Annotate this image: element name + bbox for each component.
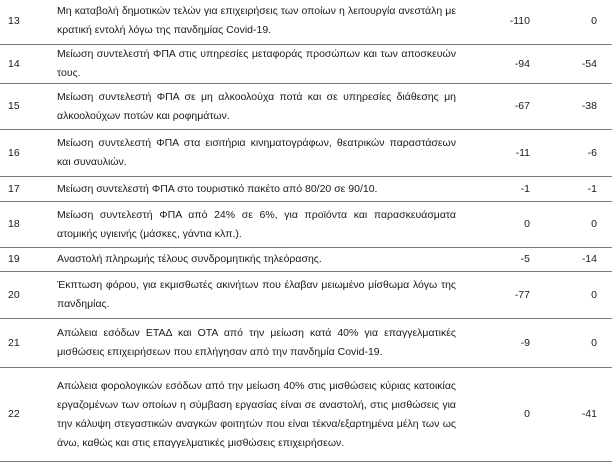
row-value-2: -38 xyxy=(533,84,612,130)
row-number: 17 xyxy=(0,177,57,202)
row-value-1: -94 xyxy=(456,45,533,84)
row-number: 21 xyxy=(0,319,57,368)
row-number: 18 xyxy=(0,202,57,248)
table-row xyxy=(0,272,612,319)
row-value-1: -1 xyxy=(456,177,533,202)
row-number: 19 xyxy=(0,248,57,272)
table-row xyxy=(0,202,612,248)
row-value-1: -67 xyxy=(456,84,533,130)
table-row xyxy=(0,177,612,202)
table-row xyxy=(0,248,612,272)
row-description: Μείωση συντελεστή ΦΠΑ στις υπηρεσίες μεταφοράς προσώπων και των αποσκευών τους. xyxy=(57,45,456,84)
table-row xyxy=(0,130,612,177)
row-description: Μείωση συντελεστή ΦΠΑ στο τουριστικό πακέτο από 80/20 σε 90/10. xyxy=(57,177,456,202)
row-number: 22 xyxy=(0,368,57,462)
row-number: 14 xyxy=(0,45,57,84)
row-value-2: -54 xyxy=(533,45,612,84)
row-value-2: -1 xyxy=(533,177,612,202)
row-description: Απώλεια φορολογικών εσόδων από την μείωση 40% στις μισθώσεις κύριας κατοικίας εργαζομένων των οποίων η σύμβαση εργασίας είναι σε αναστολή, στις μισθώσεις για την κάλυψη στεγαστικών αναγκών φοιτητών που είναι τέκνα/εξαρτημένα μέλη των ως άνω, καθώς και στις επαγγελματικές μισθώσεις επιχειρήσεων. xyxy=(57,368,456,462)
row-number: 16 xyxy=(0,130,57,177)
row-value-2: 0 xyxy=(533,319,612,368)
table-row xyxy=(0,319,612,368)
row-value-2: 0 xyxy=(533,0,612,45)
row-number: 15 xyxy=(0,84,57,130)
row-value-1: -9 xyxy=(456,319,533,368)
row-value-2: -41 xyxy=(533,368,612,462)
row-value-2: 0 xyxy=(533,202,612,248)
row-value-1: -11 xyxy=(456,130,533,177)
row-description: Απώλεια εσόδων ΕΤΑΔ και ΟΤΑ από την μείωση κατά 40% για επαγγελματικές μισθώσεις επιχειρήσεων που επλήγησαν από την πανδημία Covid-19. xyxy=(57,319,456,368)
row-description: Μείωση συντελεστή ΦΠΑ από 24% σε 6%, για προϊόντα και παρασκευάσματα ατομικής υγιεινής (μάσκες, γάντια κλπ.). xyxy=(57,202,456,248)
row-description: Μείωση συντελεστή ΦΠΑ σε μη αλκοολούχα ποτά και σε υπηρεσίες διάθεσης μη αλκοολούχων ποτών και ροφημάτων. xyxy=(57,84,456,130)
row-description: Έκπτωση φόρου, για εκμισθωτές ακινήτων που έλαβαν μειωμένο μίσθωμα λόγω της πανδημίας. xyxy=(57,272,456,319)
table-row xyxy=(0,368,612,462)
row-description: Μείωση συντελεστή ΦΠΑ στα εισιτήρια κινηματογράφων, θεατρικών παραστάσεων και συναυλιών. xyxy=(57,130,456,177)
table-row xyxy=(0,45,612,84)
row-description: Μη καταβολή δημοτικών τελών για επιχειρήσεις των οποίων η λειτουργία ανεστάλη με κρατική εντολή λόγω της πανδημίας Covid-19. xyxy=(57,0,456,45)
row-value-2: -6 xyxy=(533,130,612,177)
row-number: 20 xyxy=(0,272,57,319)
row-value-1: 0 xyxy=(456,368,533,462)
row-value-1: 0 xyxy=(456,202,533,248)
row-value-1: -77 xyxy=(456,272,533,319)
row-value-1: -5 xyxy=(456,248,533,272)
table-row xyxy=(0,0,612,45)
row-value-2: -14 xyxy=(533,248,612,272)
row-value-1: -110 xyxy=(456,0,533,45)
row-number: 13 xyxy=(0,0,57,45)
table-row xyxy=(0,84,612,130)
row-description: Αναστολή πληρωμής τέλους συνδρομητικής τηλεόρασης. xyxy=(57,248,456,272)
row-value-2: 0 xyxy=(533,272,612,319)
